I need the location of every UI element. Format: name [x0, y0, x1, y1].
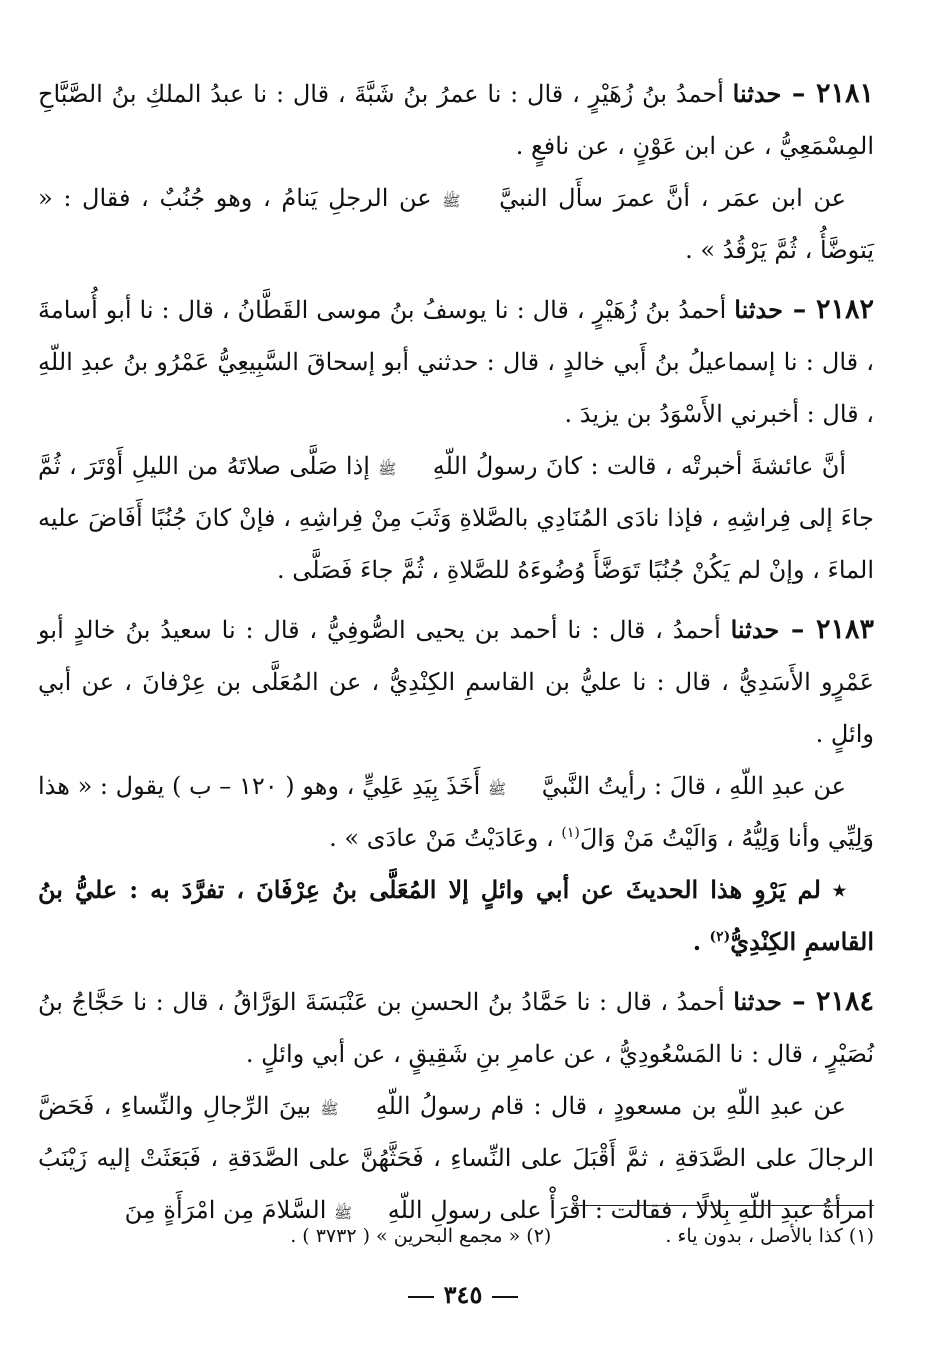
hadith-keyword: حدثنا [732, 79, 782, 108]
hadith-isnad [38, 68, 874, 172]
matn-text: عن ابن عمَر ، أنَّ عمرَ سأَل النبيَّ [499, 184, 847, 212]
hadith-number: ٢١٨٤ [815, 986, 874, 1017]
footnote-ref: (٢) [709, 929, 731, 945]
matn-text: عن الرجلِ يَنامُ ، وهو جُنُبٌ ، فقال : « يَتوضَّأُ ، ثُمَّ يَرْقُدُ » . [38, 184, 874, 264]
page-number-dash [492, 1296, 518, 1298]
footnote-divider [574, 1205, 874, 1206]
footnote-ref: (١) [561, 825, 580, 841]
hadith-matn [38, 440, 874, 596]
salutation-glyph: ﷺ [487, 780, 507, 798]
hadith-matn [38, 1080, 874, 1236]
hadith-number: ٢١٨١ [815, 78, 874, 109]
matn-text: ، وعَادَيْتُ مَنْ عادَى » . [329, 824, 554, 852]
dash: – [781, 986, 816, 1017]
page-number [0, 1280, 926, 1309]
dash: – [779, 614, 816, 645]
hadith-isnad [38, 284, 874, 440]
salutation-glyph: ﷺ [378, 460, 397, 478]
comment-end: . [692, 927, 710, 956]
page-number-dash [408, 1296, 434, 1298]
hadith-matn [38, 760, 874, 864]
isnad-text: أحمدُ ، قال : نا حَمَّادُ بنُ الحسنِ بن عَنْبَسَةَ الوَرَّاقُ ، قال : نا حَجَّاجُ بنُ نُصَيْرٍ ، قال : نا المَسْعُودِيُّ ، عن عامرِ بنِ شَقِيقٍ ، عن أبي وائلٍ . [38, 988, 874, 1068]
hadith-keyword: حدثنا [730, 615, 780, 644]
matn-text: إذا صَلَّى صلاتَهُ من الليلِ أَوْتَرَ ، ثُمَّ جاءَ إلى فِراشِهِ ، فإذا نادَى المُنَادِي بالصَّلاةِ وَثَبَ مِنْ فِراشِهِ ، فإنْ كانَ جُنُبًا أَفَاضَ عليه الماءَ ، وإنْ لم يَكُنْ جُنُبًا تَوَضَّأَ وُضُوءَهُ للصَّلاةِ ، ثُمَّ جاءَ فَصَلَّى . [38, 452, 874, 584]
salutation-glyph: ﷺ [442, 192, 461, 210]
matn-text: عن عبدِ اللّهِ ، قالَ : رأيتُ النَّبيَّ [541, 772, 846, 800]
salutation-glyph: ﷺ [320, 1100, 339, 1118]
hadith-keyword: حدثنا [733, 987, 782, 1016]
isnad-text: أحمدُ بنُ زُهَيْرٍ ، قال : نا عمرُ بنُ شَبَّةَ ، قال : نا عبدُ الملكِ بنُ الصَّبَّاحِ المِسْمَعِيُّ ، عن ابن عَوْنٍ ، عن نافعٍ . [38, 80, 874, 160]
dash: – [782, 294, 816, 325]
matn-text: بينَ الرِّجالِ والنِّساءِ ، فَحَضَّ الرجالَ على الصَّدَقةِ ، ثمَّ أَقْبَلَ على النِّساءِ ، فَحَثَّهُنَّ على الصَّدَقةِ ، فَبَعَثَتْ إليه زَيْنَبُ امرأةُ عبدِ اللّهِ بِلالًا ، فقالت : اقْرَأْ على رسولِ اللّهِ [38, 1092, 875, 1224]
isnad-text: أحمدُ بنُ زُهَيْرٍ ، قال : نا يوسفُ بنُ موسى القَطَّانُ ، قال : نا أبو أُسامةَ ، قال : نا إسماعيلُ بنُ أَبي خالدٍ ، قال : حدثني أبو إسحاقَ السَّبِيعِيُّ عَمْرُو بنُ عبدِ اللّهِ ، قال : أخبرني الأَسْوَدُ بن يزيدَ . [38, 296, 874, 428]
salutation-glyph: ﷺ [334, 1204, 353, 1222]
isnad-text: أحمدُ ، قال : نا أحمد بن يحيى الصُّوفِيُّ ، قال : نا سعيدُ بنُ خالدٍ أبو عَمْرٍو الأَسَدِيُّ ، قال : نا عليُّ بن القاسمِ الكِنْدِيُّ ، عن المُعَلَّى بن عِرْفانَ ، عن أبي وائلٍ . [38, 616, 874, 748]
matn-text: أنَّ عائشةَ أخبرتْه ، قالت : كانَ رسولُ اللّهِ [432, 452, 847, 480]
footnote-1: (١) كذا بالأصل ، بدون ياء . [665, 1225, 874, 1247]
footnote-2: (٢) « مجمع البحرين » ( ٣٧٣٢ ) . [290, 1225, 552, 1247]
hadith-number: ٢١٨٢ [815, 294, 874, 325]
hadith-keyword: حدثنا [734, 295, 783, 324]
matn-text: أَخَذَ بِيَدِ عَلِيٍّ ، وهو ( ١٢٠ – ب ) يقول : « هذا وَلِيِّي وأنا وَلِيُّهُ ، وَالَيْتُ مَنْ وَالَ [38, 772, 874, 852]
comment-text: ٭ لم يَرْوِ هذا الحديثَ عن أبي وائلٍ إلا المُعَلَّى بنُ عِرْفَانَ ، تفرَّدَ به : عليُّ بنُ القاسمِ الكِنْدِيُّ [38, 875, 874, 956]
footnotes [54, 1221, 874, 1251]
hadith-isnad [38, 976, 874, 1080]
hadith-matn [38, 172, 874, 276]
hadith-number: ٢١٨٣ [815, 614, 874, 645]
hadith-isnad [38, 604, 874, 760]
matn-text: عن عبدِ اللّهِ بن مسعودٍ ، قال : قام رسولُ اللّهِ [375, 1092, 846, 1120]
page-number-value: ٣٤٥ [443, 1280, 483, 1309]
matn-text: السَّلامَ مِن امْرَأَةٍ مِنَ [124, 1196, 327, 1224]
dash: – [781, 78, 816, 109]
hadith-comment [38, 864, 874, 968]
